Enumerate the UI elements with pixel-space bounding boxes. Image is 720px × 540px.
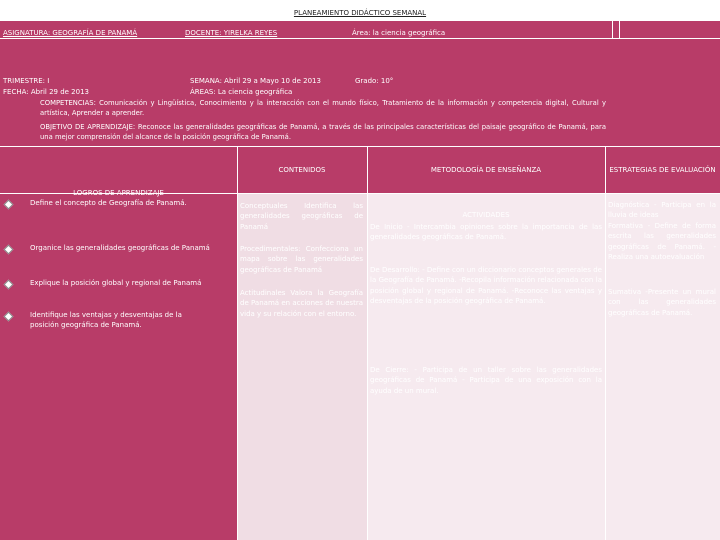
actividades-title: ACTIVIDADES <box>462 211 510 219</box>
trimestre: TRIMESTRE: I <box>3 77 50 85</box>
actividades-cierre: De Cierre: - Participa de un taller sobre las generalidades geográficas de Panamá - Participa de una exposición con la ayuda de un mural. <box>370 366 602 395</box>
actividades-desarrollo: De Desarrollo: - Define con un diccionario conceptos generales de la Geografía de Panamá. -Recopila información relacionada con la posición global y regional de Panamá. -Reconoce las ventajas y desventajas de la posición geográfica de Panamá. <box>370 266 602 306</box>
evaluacion-sumativa: Sumativa -Presente un mural con las generalidades geográficas de Panamá. <box>608 288 716 317</box>
semana: SEMANA: Abril 29 a Mayo 10 de 2013 <box>190 77 321 85</box>
contenidos-procedimentales: Procedimentales: Confecciona un mapa sobre las generalidades geográficas de Panamá <box>240 245 363 274</box>
divider <box>619 20 620 38</box>
fecha: FECHA: Abril 29 de 2013 <box>3 88 89 96</box>
metodologia-header: METODOLOGÍA DE ENSEÑANZA <box>430 166 542 174</box>
logro-item: Organice las generalidades geográficas de Panamá <box>30 244 210 252</box>
docente-label: DOCENTE: YIRELKA REYES <box>185 29 278 37</box>
contenidos-header: CONTENIDOS <box>278 166 326 174</box>
competencias: COMPETENCIAS: Comunicación y Lingüística, Conocimiento y la interacción con el mundo físico, Tratamiento de la información y competencia digital, Cultural y artística, Aprender a aprender. <box>40 99 606 118</box>
evaluacion-formativa: Formativa - Define de forma escrita las generalidades geográficas de Panamá. -Realiza una autoevaluación <box>608 222 716 262</box>
divider <box>605 146 606 540</box>
area-label: Área: la ciencia geográfica <box>352 29 446 37</box>
divider <box>367 146 368 540</box>
page-title: PLANEAMIENTO DIDÁCTICO SEMANAL <box>293 9 427 17</box>
divider <box>612 20 613 38</box>
areas: ÁREAS: La ciencia geográfica <box>190 88 293 96</box>
logro-item: Identifique las ventajas y desventajas de la posición geográfica de Panamá. <box>30 311 182 330</box>
logro-item: Define el concepto de Geografía de Panamá. <box>30 199 187 207</box>
contenidos-actitudinales: Actitudinales Valora la Geografía de Panamá en acciones de nuestra vida y su relación con el entorno. <box>240 289 363 318</box>
contenidos-conceptuales: Conceptuales Identifica las generalidades geográficas de Panamá <box>240 202 363 231</box>
divider <box>0 146 720 147</box>
grado: Grado: 10° <box>355 77 394 85</box>
estrategias-header: ESTRATEGIAS DE EVALUACIÓN <box>609 166 716 174</box>
evaluacion-diagnostica: Diagnóstica - Participa en la lluvia de ideas <box>608 201 716 220</box>
actividades-inicio: De Inicio - Intercambia opiniones sobre la importancia de las generalidades geográficas de Panamá. <box>370 223 602 242</box>
logros-title: LOGROS DE APRENDIZAJE <box>73 189 164 197</box>
asignatura-label: ASIGNATURA: GEOGRAFÍA DE PANAMÁ <box>3 29 138 37</box>
objetivo: OBJETIVO DE APRENDIZAJE: Reconoce las generalidades geográficas de Panamá, a través de las principales características del paisaje geográfico de Panamá, para una mejor comprensión del alcance de la posición geográfica de Panamá. <box>40 123 606 142</box>
divider <box>237 146 238 540</box>
logro-item: Explique la posición global y regional de Panamá <box>30 279 202 287</box>
